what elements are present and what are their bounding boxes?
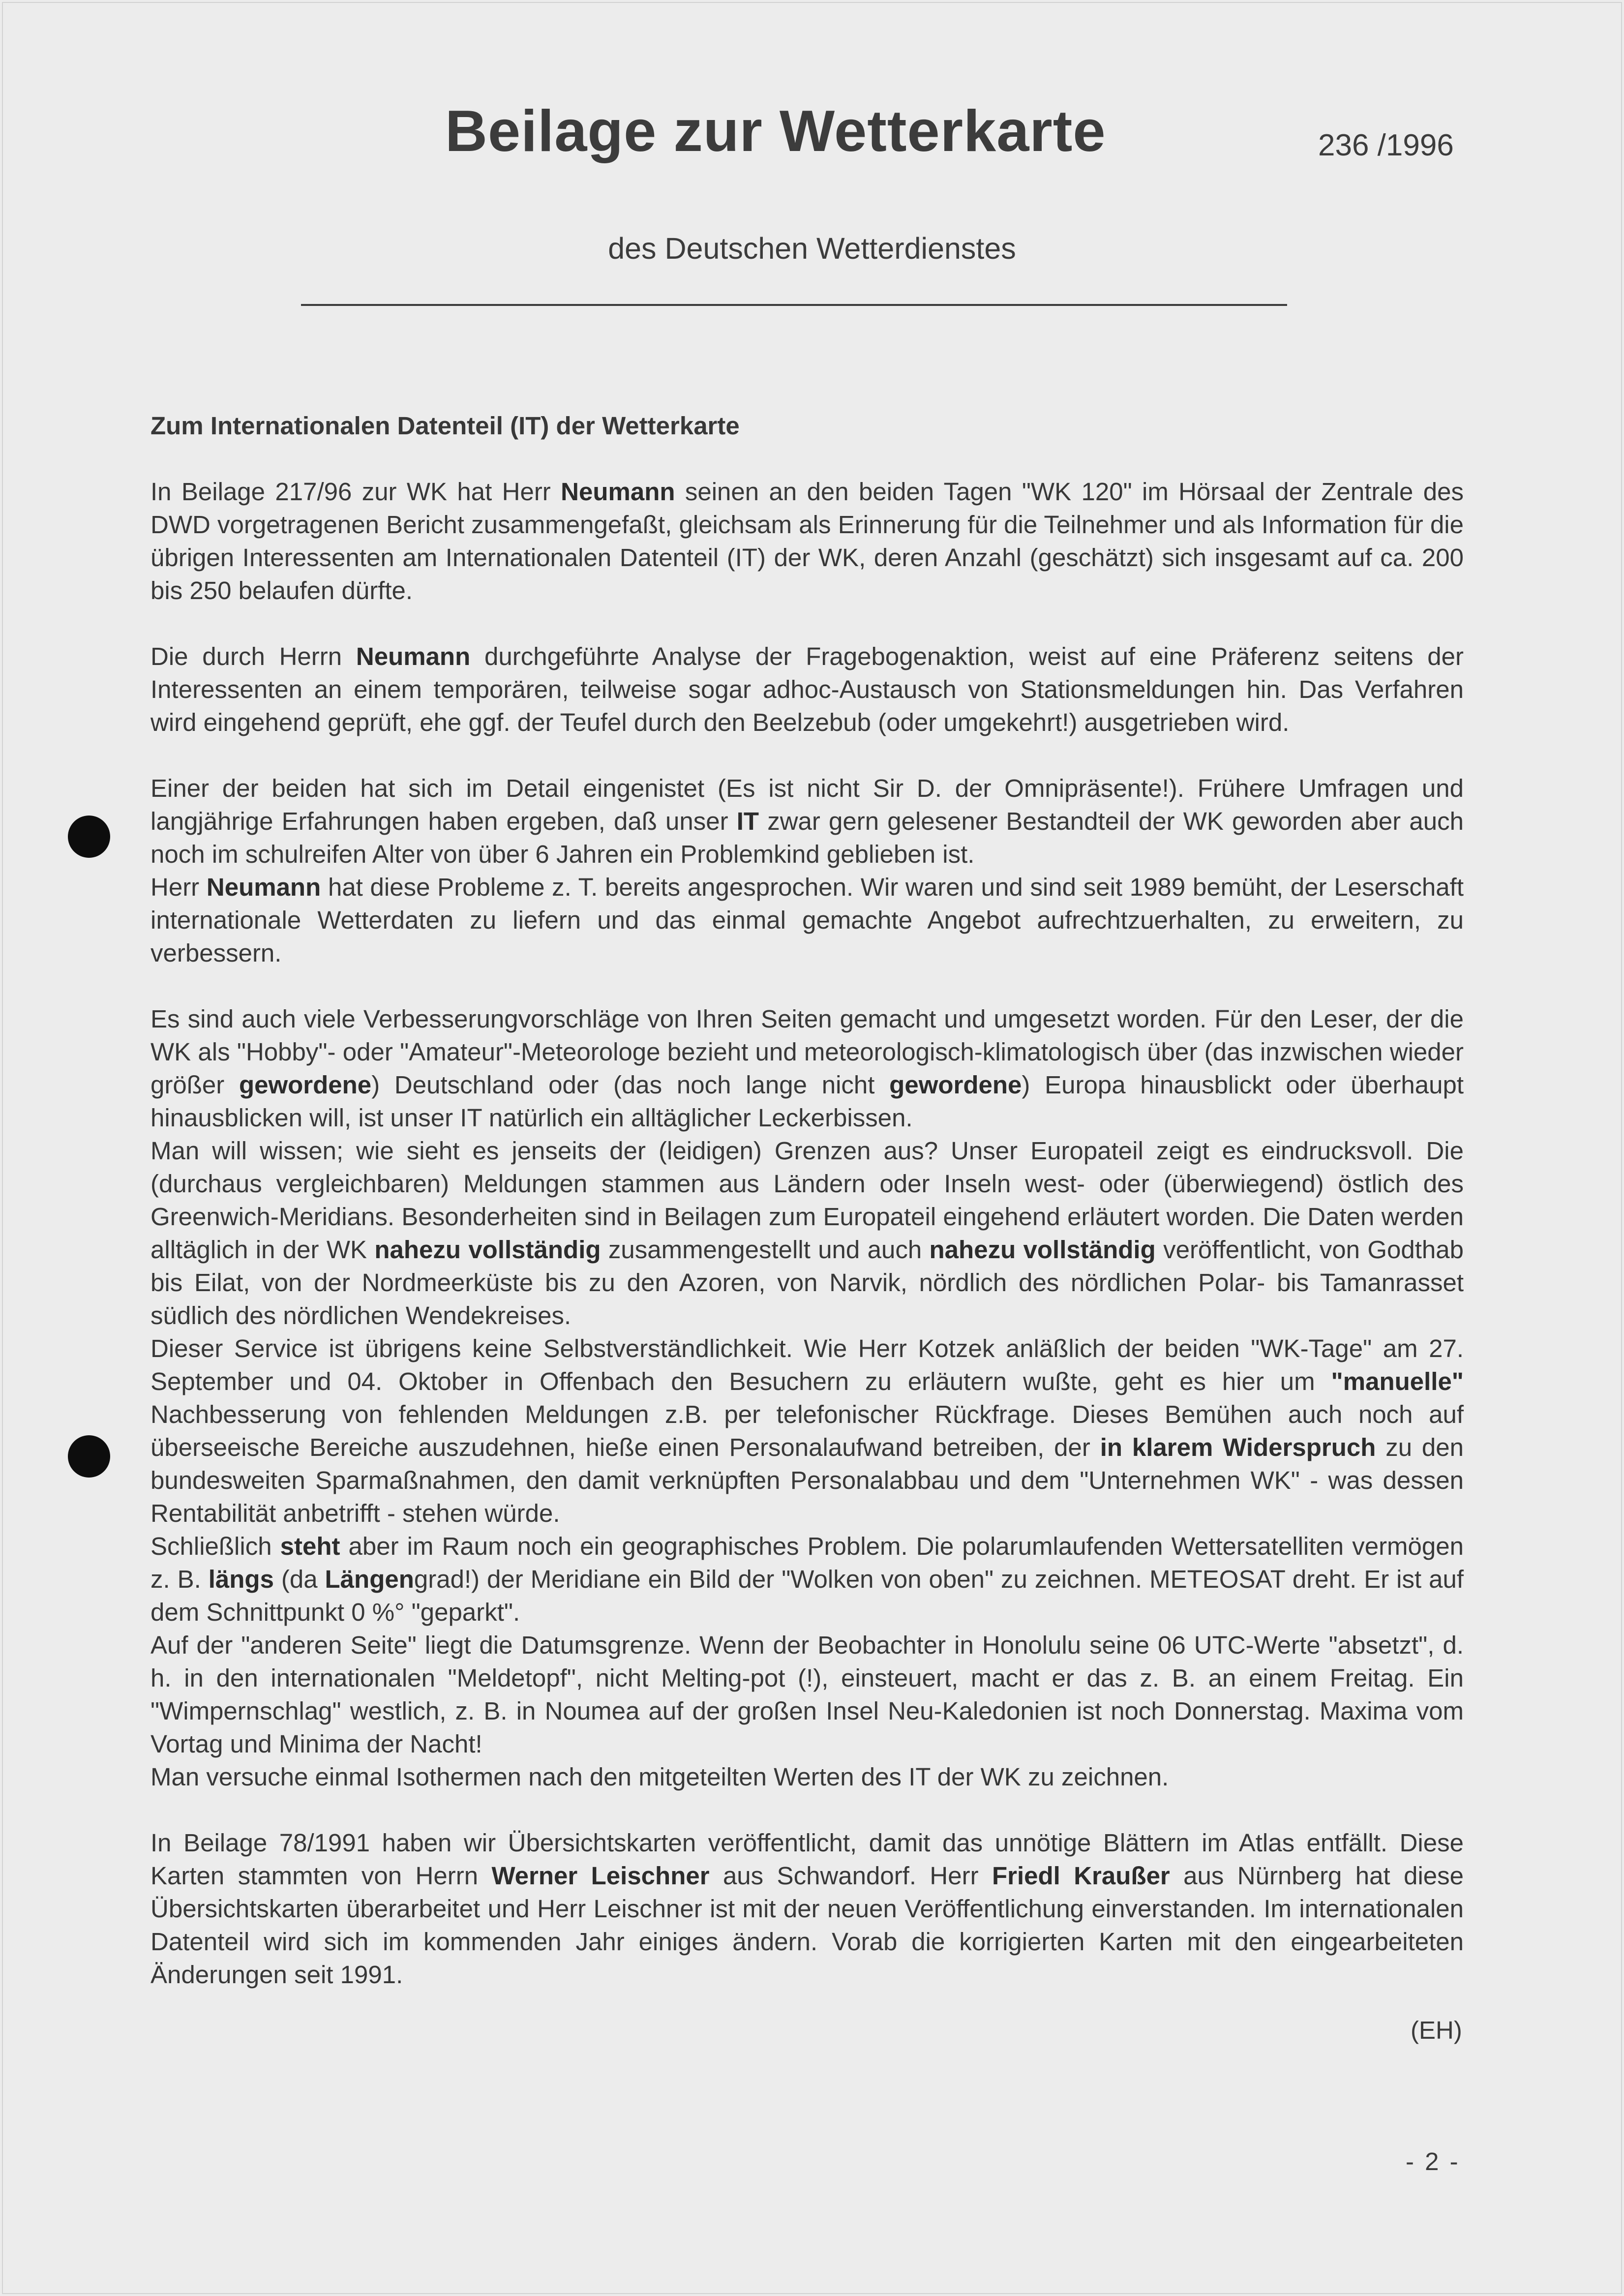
page-number: - 2 - <box>1406 2147 1460 2175</box>
paragraph: In Beilage 217/96 zur WK hat Herr Neumann seinen an den beiden Tagen "WK 120" im Hörsaal der Zentrale des DWD vorgetragenen Bericht zusammengefaßt, gleichsam als Erinnerung für die Teilnehmer und als Information für die übrigen Interessenten am Internationalen Datenteil (IT) der WK, deren Anzahl (geschätzt) sich insgesamt auf ca. 200 bis 250 belaufen dürfte. <box>150 478 1464 604</box>
paragraph: Einer der beiden hat sich im Detail eingenistet (Es ist nicht Sir D. der Omnipräsente!). Frühere Umfragen und langjährige Erfahrungen haben ergeben, daß unser IT zwar gern gelesener Bestandteil der WK geworden aber auch noch im schulreifen Alter von über 6 Jahren ein Problemkind geblieben ist. <box>150 774 1464 868</box>
punch-hole <box>68 816 110 858</box>
article-heading: Zum Internationalen Datenteil (IT) der Wetterkarte <box>150 412 740 440</box>
author-signature: (EH) <box>1411 2016 1462 2044</box>
paragraph: Auf der "anderen Seite" liegt die Datumsgrenze. Wenn der Beobachter in Honolulu seine 06 UTC-Werte "absetzt", d. h. in den internationalen "Meldetopf", nicht Melting-pot (!), einsteuert, macht er das z. B. an einem Freitag. Ein "Wimpernschlag" westlich, z. B. in Noumea auf der großen Insel Neu-Kaledonien ist noch Donnerstag. Maxima vom Vortag und Minima der Nacht! <box>150 1631 1464 1758</box>
paragraph: Herr Neumann hat diese Probleme z. T. bereits angesprochen. Wir waren und sind seit 1989 bemüht, der Leserschaft internationale Wetterdaten zu liefern und das einmal gemachte Angebot aufrechtzuerhalten, zu erweitern, zu verbessern. <box>150 873 1464 967</box>
paragraph: Die durch Herrn Neumann durchgeführte Analyse der Fragebogenaktion, weist auf eine Präferenz seitens der Interessenten an einem temporären, teilweise sogar adhoc-Austausch von Stationsmeldungen hin. Das Verfahren wird eingehend geprüft, ehe ggf. der Teufel durch den Beelzebub (oder umgekehrt!) ausgetrieben wird. <box>150 642 1464 736</box>
paragraph: Man will wissen; wie sieht es jenseits der (leidigen) Grenzen aus? Unser Europateil zeigt es eindrucksvoll. Die (durchaus vergleichbaren) Meldungen stammen aus Ländern oder Inseln west- oder (überwiegend) östlich des Greenwich-Meridians. Besonderheiten sind in Beilagen zum Europateil eingehend erläutert worden. Die Daten werden alltäglich in der WK nahezu vollständig zusammengestellt und auch nahezu vollständig veröffentlicht, von Godthab bis Eilat, von der Nordmeerküste bis zu den Azoren, von Narvik, nördlich des nördlichen Polar- bis Tamanrasset südlich des nördlichen Wendekreises. <box>150 1137 1464 1329</box>
punch-hole <box>68 1435 110 1478</box>
issue-number: 236 /1996 <box>1318 128 1454 162</box>
paragraph: Es sind auch viele Verbesserungvorschläge von Ihren Seiten gemacht und umgesetzt worden. Für den Leser, der die WK als "Hobby"- oder "Amateur"-Meteorologe bezieht und meteorologisch-klimatologisch über (das inzwischen wieder größer gewordene) Deutschland oder (das noch lange nicht gewordene) Europa hinausblickt oder überhaupt hinausblicken will, ist unser IT natürlich ein alltäglicher Leckerbissen. <box>150 1005 1464 1132</box>
page-subtitle: des Deutschen Wetterdienstes <box>608 232 1016 265</box>
paragraph: In Beilage 78/1991 haben wir Übersichtskarten veröffentlicht, damit das unnötige Blättern im Atlas entfällt. Diese Karten stammten von Herrn Werner Leischner aus Schwandorf. Herr Friedl Kraußer aus Nürnberg hat diese Übersichtskarten überarbeitet und Herr Leischner ist mit der neuen Veröffentlichung einverstanden. Im internationalen Datenteil wird sich im kommenden Jahr einiges ändern. Vorab die korrigierten Karten mit den eingearbeiteten Änderungen seit 1991. <box>150 1829 1464 1989</box>
header-rule <box>301 304 1287 306</box>
page-title: Beilage zur Wetterkarte <box>445 98 1106 164</box>
paragraph: Schließlich steht aber im Raum noch ein geographisches Problem. Die polarumlaufenden Wettersatelliten vermögen z. B. längs (da Längengrad!) der Meridiane ein Bild der "Wolken von oben" zu zeichnen. METEOSAT dreht. Er ist auf dem Schnittpunkt 0 %° "geparkt". <box>150 1532 1464 1626</box>
article-body <box>150 409 1464 1991</box>
paragraph: Man versuche einmal Isothermen nach den mitgeteilten Werten des IT der WK zu zeichnen. <box>150 1763 1169 1791</box>
paragraph: Dieser Service ist übrigens keine Selbstverständlichkeit. Wie Herr Kotzek anläßlich der beiden "WK-Tage" am 27. September und 04. Oktober in Offenbach den Besuchern zu erläutern wußte, geht es hier um "manuelle" Nachbesserung von fehlenden Meldungen z.B. per telefonischer Rückfrage. Dieses Bemühen auch noch auf überseeische Bereiche auszudehnen, hieße einen Personalaufwand betreiben, der in klarem Widerspruch zu den bundesweiten Sparmaßnahmen, den damit verknüpften Personalabbau und dem "Unternehmen WK" - was dessen Rentabilität anbetrifft - stehen würde. <box>150 1334 1464 1527</box>
